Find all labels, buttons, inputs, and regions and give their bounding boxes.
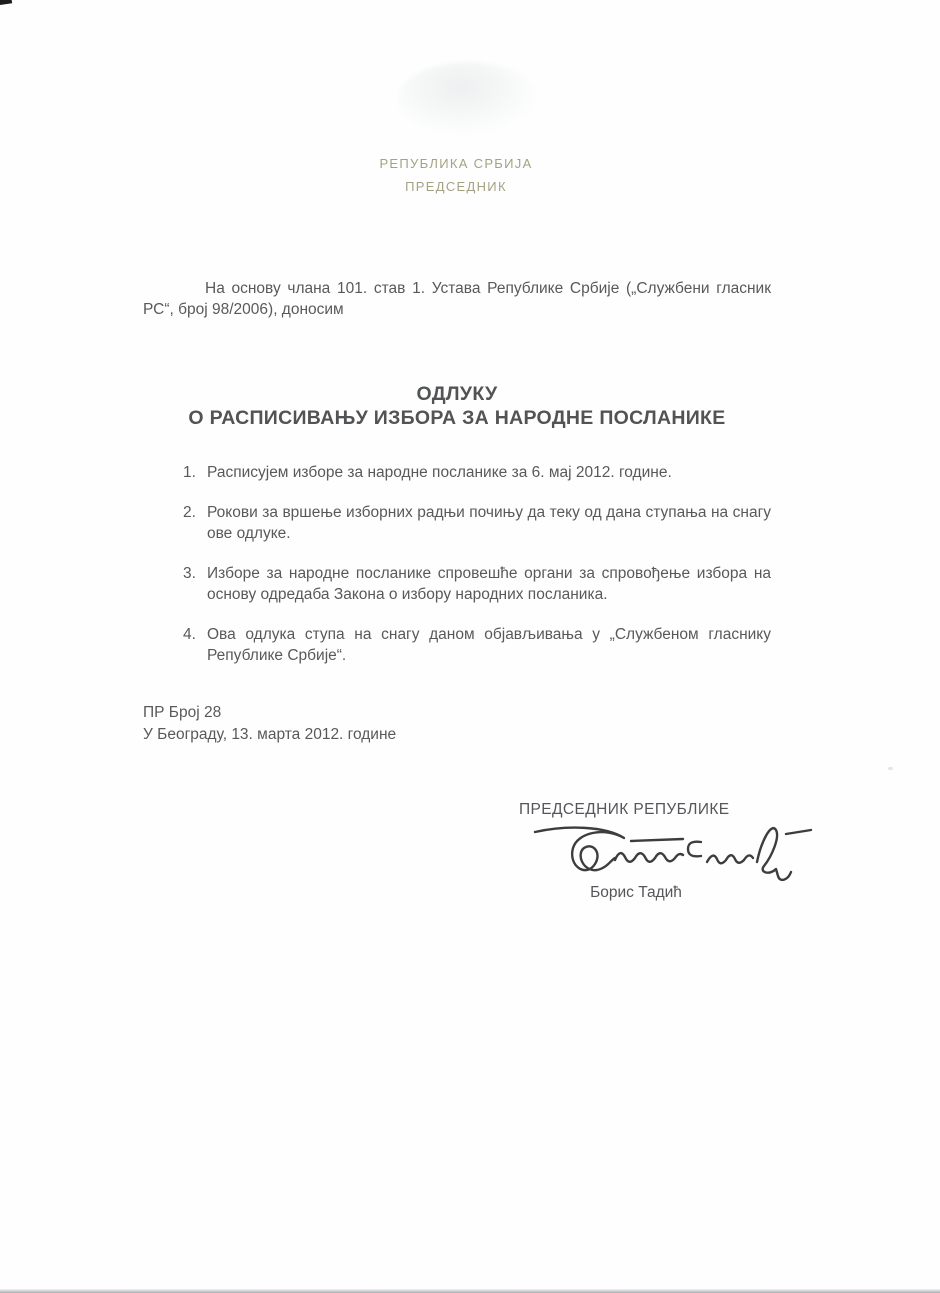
decision-title-line1: ОДЛУКУ [416,383,498,405]
scan-bottom-edge-artifact [0,1289,940,1293]
signature-handwriting [531,818,813,882]
letterhead-office: ПРЕДСЕДНИК [405,179,507,194]
faint-embossed-seal [398,62,538,134]
item-number: 3. [183,565,196,582]
item-text: Расписујем изборе за народне посланике за 6. мај 2012. године. [207,464,672,481]
reference-place-date: У Београду, 13. марта 2012. године [143,725,397,743]
item-number: 1. [183,464,196,481]
item-text: Ова одлука ступа на снагу даном објављивања у „Службеном гласнику Републике Србије“. [207,626,771,664]
letterhead-country: РЕПУБЛИКА СРБИЈА [379,156,533,171]
decree-items [143,462,771,685]
decree-item-1 [143,462,771,483]
item-text: Рокови за вршење изборних радњи почињу да теку од дана ступања на снагу ове одлуке. [207,504,771,542]
intro-paragraph: На основу члана 101. став 1. Устава Републике Србије („Службени гласник РС“, број 98/2006), доносим [143,280,771,318]
letterhead [286,152,626,198]
decree-item-4 [143,624,771,666]
scan-speck-artifact [888,767,893,770]
decision-title-line2: О РАСПИСИВАЊУ ИЗБОРА ЗА НАРОДНЕ ПОСЛАНИКЕ [188,407,726,429]
item-text: Изборе за народне посланике спровешће органи за спровођење избора на основу одредаба Закона о избору народних посланика. [207,565,771,603]
decision-title [143,382,771,430]
item-number: 2. [183,504,196,521]
reference-block [143,702,771,745]
decree-item-2 [143,502,771,544]
scan-corner-artifact [0,0,12,5]
decree-item-3 [143,563,771,605]
signatory-title: ПРЕДСЕДНИК РЕПУБЛИКЕ [519,801,730,818]
reference-number: ПР Број 28 [143,704,222,721]
item-number: 4. [183,626,196,643]
signatory-name: Борис Тадић [590,884,682,901]
